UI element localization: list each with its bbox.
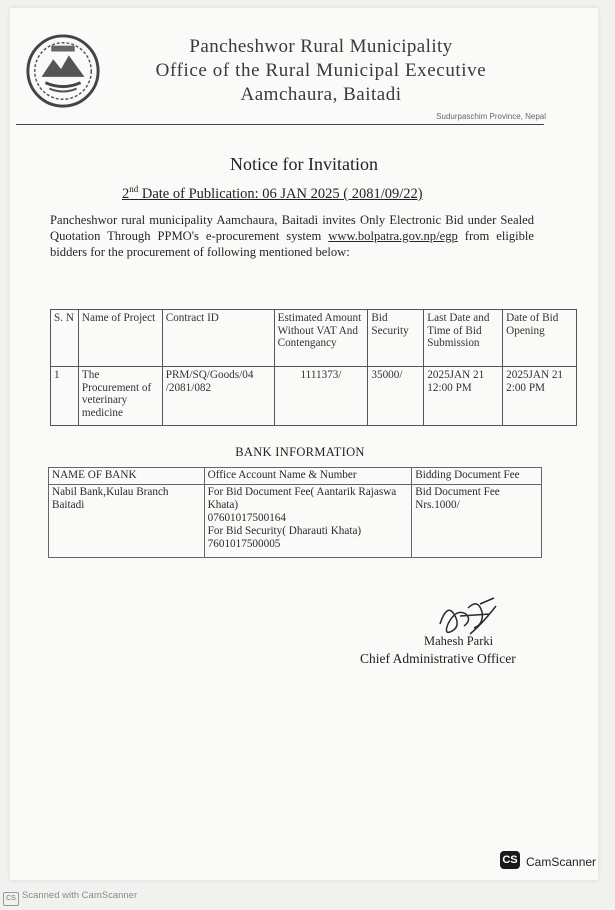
signatory-name: Mahesh Parki bbox=[424, 634, 494, 648]
cell-contract-id: PRM/SQ/Goods/04 /2081/082 bbox=[162, 367, 274, 426]
cell-opening: 2025JAN 21 2:00 PM bbox=[503, 367, 577, 426]
cell-bank-name: Nabil Bank,Kulau Branch Baitadi bbox=[49, 485, 205, 558]
header-line-2: Office of the Rural Municipal Executive bbox=[155, 60, 487, 81]
cell-amount: 1111373/ bbox=[274, 367, 368, 426]
egp-link[interactable]: www.bolpatra.gov.np/egp bbox=[328, 229, 458, 243]
notice-body bbox=[50, 212, 534, 260]
camscanner-small-icon: CS bbox=[3, 892, 19, 906]
header-line-3: Aamchaura, Baitadi bbox=[240, 84, 402, 105]
notice-title: Notice for Invitation bbox=[230, 154, 378, 174]
cell-security: 35000/ bbox=[368, 367, 424, 426]
contract-table bbox=[50, 309, 577, 426]
publication-date bbox=[122, 184, 423, 203]
account-line-1: For Bid Document Fee( Aantarik Rajaswa Khata) bbox=[207, 486, 397, 511]
pub-ordinal: 2 bbox=[122, 185, 130, 202]
cell-project: The Procurement of veterinary medicine bbox=[78, 367, 162, 426]
body-text-1: Pancheshwor rural municipality Aamchaura, Baitadi invites Only Electronic Bid under Sealed Quotation Through PPMO's e-procurement system bbox=[50, 213, 534, 243]
header-sn: S. N bbox=[51, 310, 79, 367]
scan-footer bbox=[3, 890, 137, 906]
municipality-logo bbox=[24, 32, 102, 110]
header-project: Name of Project bbox=[78, 310, 162, 367]
document-page bbox=[10, 8, 598, 880]
cell-fee: Bid Document Fee Nrs.1000/ bbox=[412, 485, 542, 558]
camscanner-brand: CamScanner bbox=[526, 855, 597, 869]
province-label: Sudurpaschim Province, Nepal bbox=[436, 112, 546, 121]
cell-last-date: 2025JAN 21 12:00 PM bbox=[424, 367, 503, 426]
header-amount: Estimated Amount Without VAT And Contengancy bbox=[274, 310, 368, 367]
header-opening: Date of Bid Opening bbox=[503, 310, 577, 367]
header-fee: Bidding Document Fee bbox=[412, 468, 542, 485]
header-contract-id: Contract ID bbox=[162, 310, 274, 367]
signatory-title: Chief Administrative Officer bbox=[360, 651, 516, 666]
scan-footer-text: Scanned with CamScanner bbox=[22, 890, 138, 901]
account-number-2: 7601017500005 bbox=[207, 538, 281, 550]
bank-table bbox=[48, 467, 542, 558]
header-last-date: Last Date and Time of Bid Submission bbox=[424, 310, 503, 367]
header-divider bbox=[16, 124, 544, 125]
pub-suffix: nd bbox=[129, 184, 139, 194]
table-row bbox=[51, 367, 577, 426]
camscanner-logo: CS bbox=[500, 851, 520, 869]
bank-info-title: BANK INFORMATION bbox=[235, 445, 365, 459]
body-text-2: from eligible bidders for the procurement of following mentioned below: bbox=[50, 229, 534, 259]
header-bank-name: NAME OF BANK bbox=[49, 468, 205, 485]
pub-rest: Date of Publication: 06 JAN 2025 ( 2081/09/22) bbox=[138, 185, 423, 202]
header-line-1: Pancheshwor Rural Municipality bbox=[189, 36, 453, 57]
contract-header-row bbox=[51, 310, 577, 367]
header-security: Bid Security bbox=[368, 310, 424, 367]
bank-header-row bbox=[49, 468, 542, 485]
table-row bbox=[49, 485, 542, 558]
account-line-2: For Bid Security( Dharauti Khata) bbox=[207, 525, 362, 537]
cell-sn: 1 bbox=[51, 367, 79, 426]
header-account: Office Account Name & Number bbox=[204, 468, 412, 485]
cell-account bbox=[204, 485, 412, 558]
account-number-1: 07601017500164 bbox=[207, 512, 286, 524]
